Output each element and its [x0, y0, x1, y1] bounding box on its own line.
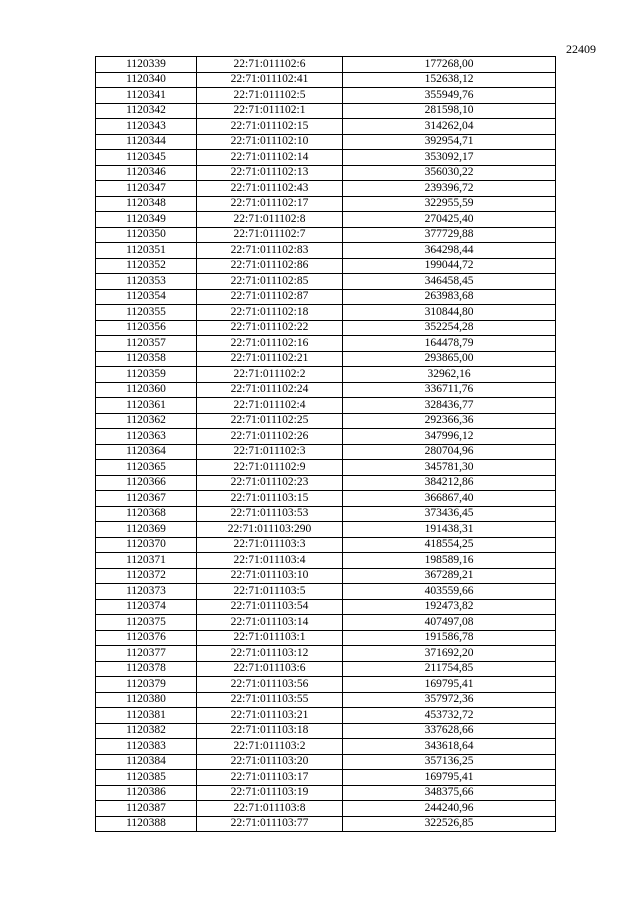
value-cell: 345781,30 [343, 460, 556, 476]
cadastral-number-cell: 22:71:011103:290 [197, 522, 343, 538]
value-cell: 280704,96 [343, 444, 556, 460]
cadastral-number-cell: 22:71:011102:1 [197, 103, 343, 119]
value-cell: 355949,76 [343, 88, 556, 104]
table-row [96, 181, 556, 197]
record-number-cell: 1120353 [96, 274, 197, 290]
cadastral-number-cell: 22:71:011102:43 [197, 181, 343, 197]
cadastral-number-cell: 22:71:011103:19 [197, 785, 343, 801]
value-cell: 169795,41 [343, 770, 556, 786]
value-cell: 366867,40 [343, 491, 556, 507]
cadastral-number-cell: 22:71:011103:18 [197, 723, 343, 739]
value-cell: 164478,79 [343, 336, 556, 352]
table-row [96, 367, 556, 383]
record-number-cell: 1120379 [96, 677, 197, 693]
cadastral-number-cell: 22:71:011103:15 [197, 491, 343, 507]
cadastral-number-cell: 22:71:011102:7 [197, 227, 343, 243]
table-row [96, 57, 556, 73]
value-cell: 337628,66 [343, 723, 556, 739]
table-row [96, 754, 556, 770]
table-row [96, 599, 556, 615]
cadastral-number-cell: 22:71:011102:5 [197, 88, 343, 104]
cadastral-number-cell: 22:71:011103:6 [197, 661, 343, 677]
data-table [95, 56, 556, 832]
table-row [96, 816, 556, 832]
record-number-cell: 1120359 [96, 367, 197, 383]
value-cell: 169795,41 [343, 677, 556, 693]
value-cell: 244240,96 [343, 801, 556, 817]
value-cell: 407497,08 [343, 615, 556, 631]
table-row [96, 305, 556, 321]
record-number-cell: 1120383 [96, 739, 197, 755]
value-cell: 357972,36 [343, 692, 556, 708]
cadastral-number-cell: 22:71:011102:26 [197, 429, 343, 445]
value-cell: 314262,04 [343, 119, 556, 135]
record-number-cell: 1120382 [96, 723, 197, 739]
table-row [96, 677, 556, 693]
value-cell: 191586,78 [343, 630, 556, 646]
cadastral-number-cell: 22:71:011102:8 [197, 212, 343, 228]
value-cell: 377729,88 [343, 227, 556, 243]
record-number-cell: 1120384 [96, 754, 197, 770]
cadastral-number-cell: 22:71:011103:17 [197, 770, 343, 786]
value-cell: 364298,44 [343, 243, 556, 259]
record-number-cell: 1120344 [96, 134, 197, 150]
value-cell: 343618,64 [343, 739, 556, 755]
record-number-cell: 1120388 [96, 816, 197, 832]
value-cell: 418554,25 [343, 537, 556, 553]
record-number-cell: 1120341 [96, 88, 197, 104]
cadastral-number-cell: 22:71:011102:23 [197, 475, 343, 491]
table-row [96, 584, 556, 600]
cadastral-number-cell: 22:71:011102:10 [197, 134, 343, 150]
cadastral-number-cell: 22:71:011103:21 [197, 708, 343, 724]
record-number-cell: 1120376 [96, 630, 197, 646]
table-row [96, 770, 556, 786]
cadastral-number-cell: 22:71:011103:4 [197, 553, 343, 569]
value-cell: 356030,22 [343, 165, 556, 181]
cadastral-number-cell: 22:71:011103:1 [197, 630, 343, 646]
cadastral-number-cell: 22:71:011102:3 [197, 444, 343, 460]
cadastral-number-cell: 22:71:011102:17 [197, 196, 343, 212]
record-number-cell: 1120356 [96, 320, 197, 336]
value-cell: 292366,36 [343, 413, 556, 429]
table-row [96, 785, 556, 801]
value-cell: 32962,16 [343, 367, 556, 383]
record-number-cell: 1120381 [96, 708, 197, 724]
record-number-cell: 1120358 [96, 351, 197, 367]
table-row [96, 320, 556, 336]
table-row [96, 212, 556, 228]
value-cell: 384212,86 [343, 475, 556, 491]
record-number-cell: 1120378 [96, 661, 197, 677]
record-number-cell: 1120351 [96, 243, 197, 259]
table-row [96, 568, 556, 584]
cadastral-number-cell: 22:71:011102:6 [197, 57, 343, 73]
table-row [96, 72, 556, 88]
cadastral-number-cell: 22:71:011102:9 [197, 460, 343, 476]
cadastral-number-cell: 22:71:011103:77 [197, 816, 343, 832]
cadastral-number-cell: 22:71:011102:4 [197, 398, 343, 414]
table-row [96, 413, 556, 429]
page-number: 22409 [566, 42, 596, 56]
record-number-cell: 1120375 [96, 615, 197, 631]
record-number-cell: 1120385 [96, 770, 197, 786]
table-row [96, 491, 556, 507]
value-cell: 293865,00 [343, 351, 556, 367]
cadastral-number-cell: 22:71:011103:14 [197, 615, 343, 631]
record-number-cell: 1120368 [96, 506, 197, 522]
cadastral-number-cell: 22:71:011102:85 [197, 274, 343, 290]
table-row [96, 274, 556, 290]
record-number-cell: 1120354 [96, 289, 197, 305]
record-number-cell: 1120363 [96, 429, 197, 445]
record-number-cell: 1120361 [96, 398, 197, 414]
cadastral-number-cell: 22:71:011102:16 [197, 336, 343, 352]
record-number-cell: 1120346 [96, 165, 197, 181]
value-cell: 352254,28 [343, 320, 556, 336]
record-number-cell: 1120372 [96, 568, 197, 584]
cadastral-number-cell: 22:71:011103:3 [197, 537, 343, 553]
value-cell: 371692,20 [343, 646, 556, 662]
record-number-cell: 1120345 [96, 150, 197, 166]
table-row [96, 661, 556, 677]
cadastral-number-cell: 22:71:011102:87 [197, 289, 343, 305]
cadastral-number-cell: 22:71:011103:55 [197, 692, 343, 708]
value-cell: 336711,76 [343, 382, 556, 398]
table-row [96, 522, 556, 538]
table-row [96, 444, 556, 460]
value-cell: 357136,25 [343, 754, 556, 770]
value-cell: 353092,17 [343, 150, 556, 166]
table-row [96, 708, 556, 724]
value-cell: 346458,45 [343, 274, 556, 290]
value-cell: 367289,21 [343, 568, 556, 584]
record-number-cell: 1120342 [96, 103, 197, 119]
record-number-cell: 1120374 [96, 599, 197, 615]
value-cell: 348375,66 [343, 785, 556, 801]
cadastral-number-cell: 22:71:011102:2 [197, 367, 343, 383]
record-number-cell: 1120380 [96, 692, 197, 708]
cadastral-number-cell: 22:71:011103:20 [197, 754, 343, 770]
table-row [96, 801, 556, 817]
cadastral-number-cell: 22:71:011103:53 [197, 506, 343, 522]
record-number-cell: 1120366 [96, 475, 197, 491]
record-number-cell: 1120377 [96, 646, 197, 662]
value-cell: 270425,40 [343, 212, 556, 228]
cadastral-number-cell: 22:71:011103:10 [197, 568, 343, 584]
table-row [96, 227, 556, 243]
value-cell: 347996,12 [343, 429, 556, 445]
value-cell: 177268,00 [343, 57, 556, 73]
record-number-cell: 1120348 [96, 196, 197, 212]
cadastral-number-cell: 22:71:011103:54 [197, 599, 343, 615]
cadastral-number-cell: 22:71:011102:24 [197, 382, 343, 398]
value-cell: 310844,80 [343, 305, 556, 321]
value-cell: 453732,72 [343, 708, 556, 724]
table-row [96, 165, 556, 181]
table-row [96, 119, 556, 135]
cadastral-number-cell: 22:71:011102:15 [197, 119, 343, 135]
table-row [96, 103, 556, 119]
record-number-cell: 1120350 [96, 227, 197, 243]
record-number-cell: 1120387 [96, 801, 197, 817]
value-cell: 192473,82 [343, 599, 556, 615]
table-row [96, 429, 556, 445]
value-cell: 328436,77 [343, 398, 556, 414]
table-row [96, 506, 556, 522]
cadastral-number-cell: 22:71:011103:8 [197, 801, 343, 817]
record-number-cell: 1120369 [96, 522, 197, 538]
cadastral-number-cell: 22:71:011102:41 [197, 72, 343, 88]
table-row [96, 615, 556, 631]
cadastral-number-cell: 22:71:011102:86 [197, 258, 343, 274]
cadastral-number-cell: 22:71:011102:18 [197, 305, 343, 321]
record-number-cell: 1120367 [96, 491, 197, 507]
value-cell: 152638,12 [343, 72, 556, 88]
record-number-cell: 1120357 [96, 336, 197, 352]
cadastral-number-cell: 22:71:011102:21 [197, 351, 343, 367]
cadastral-number-cell: 22:71:011103:2 [197, 739, 343, 755]
record-number-cell: 1120339 [96, 57, 197, 73]
table-row [96, 630, 556, 646]
table-row [96, 351, 556, 367]
table-row [96, 475, 556, 491]
table-row [96, 134, 556, 150]
cadastral-number-cell: 22:71:011102:13 [197, 165, 343, 181]
cadastral-number-cell: 22:71:011102:83 [197, 243, 343, 259]
record-number-cell: 1120362 [96, 413, 197, 429]
table-row [96, 398, 556, 414]
table-row [96, 723, 556, 739]
value-cell: 191438,31 [343, 522, 556, 538]
record-number-cell: 1120373 [96, 584, 197, 600]
table-body [96, 57, 556, 832]
table-row [96, 692, 556, 708]
value-cell: 211754,85 [343, 661, 556, 677]
record-number-cell: 1120386 [96, 785, 197, 801]
record-number-cell: 1120349 [96, 212, 197, 228]
value-cell: 198589,16 [343, 553, 556, 569]
record-number-cell: 1120360 [96, 382, 197, 398]
record-number-cell: 1120364 [96, 444, 197, 460]
table-row [96, 196, 556, 212]
cadastral-number-cell: 22:71:011102:14 [197, 150, 343, 166]
table-row [96, 460, 556, 476]
value-cell: 239396,72 [343, 181, 556, 197]
record-number-cell: 1120352 [96, 258, 197, 274]
cadastral-number-cell: 22:71:011103:56 [197, 677, 343, 693]
value-cell: 322526,85 [343, 816, 556, 832]
value-cell: 403559,66 [343, 584, 556, 600]
value-cell: 392954,71 [343, 134, 556, 150]
table-row [96, 382, 556, 398]
table-row [96, 88, 556, 104]
table-row [96, 336, 556, 352]
table-row [96, 258, 556, 274]
table-row [96, 739, 556, 755]
record-number-cell: 1120340 [96, 72, 197, 88]
value-cell: 263983,68 [343, 289, 556, 305]
table-row [96, 646, 556, 662]
record-number-cell: 1120347 [96, 181, 197, 197]
table-row [96, 537, 556, 553]
table-row [96, 553, 556, 569]
table-row [96, 150, 556, 166]
cadastral-number-cell: 22:71:011102:22 [197, 320, 343, 336]
value-cell: 281598,10 [343, 103, 556, 119]
table-row [96, 289, 556, 305]
value-cell: 373436,45 [343, 506, 556, 522]
record-number-cell: 1120370 [96, 537, 197, 553]
cadastral-number-cell: 22:71:011103:12 [197, 646, 343, 662]
record-number-cell: 1120355 [96, 305, 197, 321]
record-number-cell: 1120343 [96, 119, 197, 135]
table-row [96, 243, 556, 259]
value-cell: 322955,59 [343, 196, 556, 212]
cadastral-number-cell: 22:71:011103:5 [197, 584, 343, 600]
record-number-cell: 1120365 [96, 460, 197, 476]
cadastral-number-cell: 22:71:011102:25 [197, 413, 343, 429]
value-cell: 199044,72 [343, 258, 556, 274]
record-number-cell: 1120371 [96, 553, 197, 569]
